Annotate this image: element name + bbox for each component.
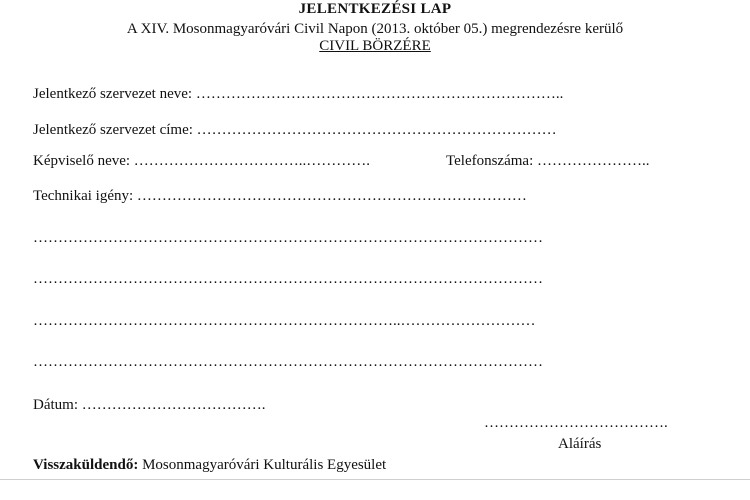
page-bottom-divider (0, 479, 750, 480)
civil-borze-heading: CIVIL BÖRZÉRE (319, 38, 431, 54)
form-subtitle: A XIV. Mosonmagyaróvári Civil Napon (2013. október 05.) megrendezésre kerülő (126, 21, 624, 37)
phone-field: Telefonszáma: ………………….. (446, 153, 650, 169)
dotted-line: ………………………………………………………………..……………………… (33, 313, 536, 329)
dotted-line: ………………………………………………………………………………………… (33, 271, 543, 287)
signature-line: ………………………………. (484, 415, 668, 431)
form-subtitle-underlined (0, 37, 750, 55)
signature-label: Aláírás (558, 436, 602, 452)
return-to-label: Visszaküldendő: (33, 457, 139, 473)
form-title: JELENTKEZÉSI LAP (298, 1, 452, 17)
date-field: Dátum: ………………………………. (33, 397, 266, 413)
dotted-line: ………………………………………………………………………………………… (33, 354, 543, 370)
dotted-line: ………………………………………………………………………………………… (33, 230, 543, 246)
technical-needs-field: Technikai igény: …………………………………………………………………… (33, 188, 527, 204)
representative-name-field: Képviselő neve: ……………………………..…………. (33, 153, 371, 169)
org-name-field: Jelentkező szervezet neve: ……………………………………………………………….. (33, 86, 564, 102)
return-to-line (33, 456, 386, 474)
return-to-organization: Mosonmagyaróvári Kulturális Egyesület (138, 457, 387, 473)
org-address-field: Jelentkező szervezet címe: ……………………………………………………………… (33, 122, 557, 138)
